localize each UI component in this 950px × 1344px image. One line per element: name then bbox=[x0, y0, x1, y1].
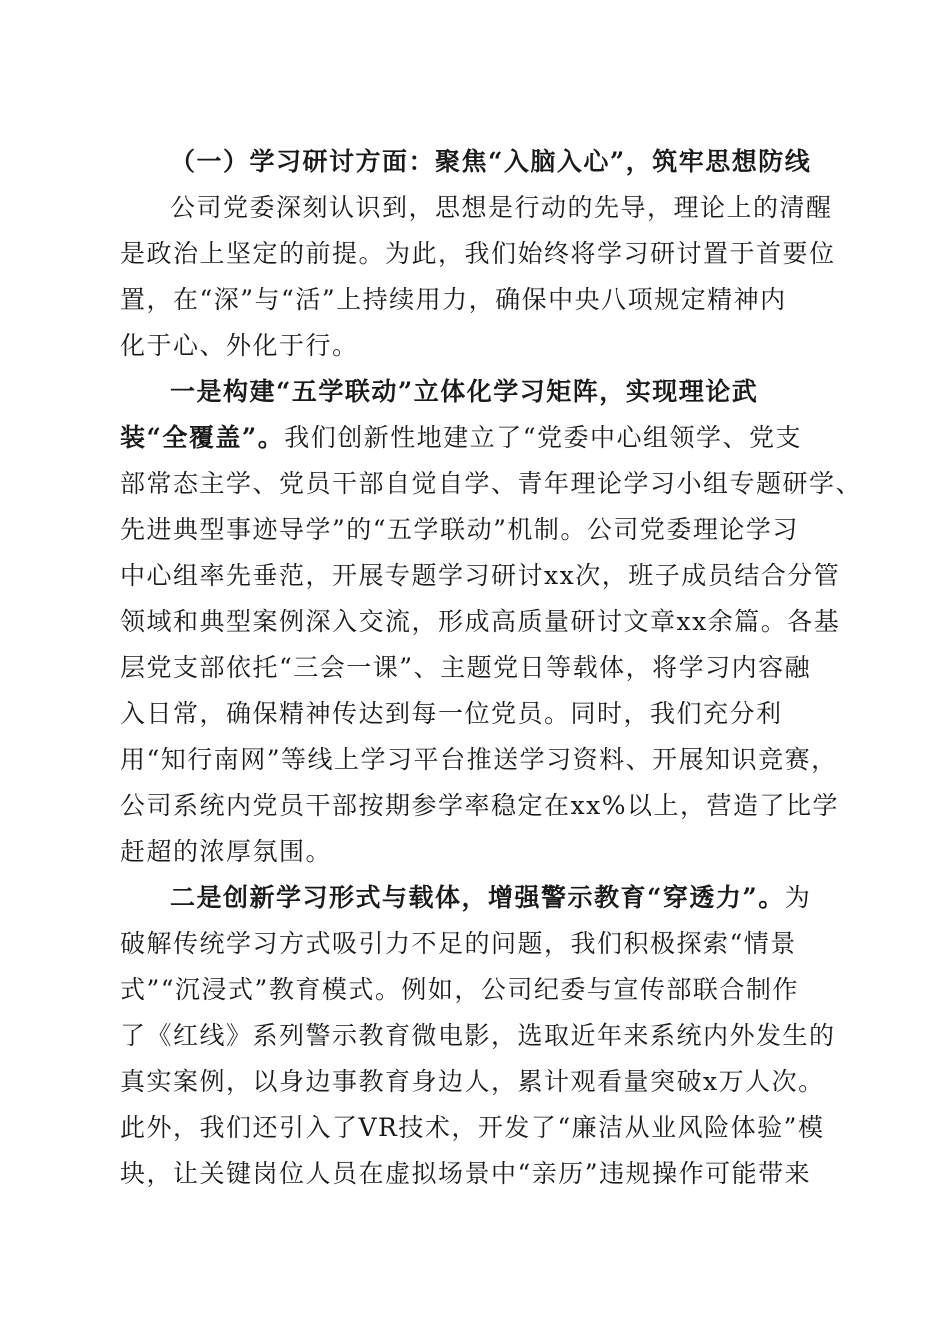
paragraph-line: 置，在“深”与“活”上持续用力，确保中央八项规定精神内 bbox=[120, 285, 787, 314]
paragraph-line bbox=[120, 423, 840, 453]
paragraph-line: 化于心、外化于行。 bbox=[120, 331, 359, 360]
point-two-heading: 二是创新学习形式与载体，增强警示教育“穿透力”。 bbox=[170, 883, 785, 912]
point-one-heading: 一是构建“五学联动”立体化学习矩阵，实现理论武 bbox=[170, 377, 759, 406]
paragraph-line: 真实案例，以身边事教育身边人，累计观看量突破x万人次。 bbox=[120, 1067, 825, 1096]
section-heading: （一）学习研讨方面：聚焦“入脑入心”，筑牢思想防线 bbox=[170, 147, 812, 176]
paragraph-line bbox=[170, 883, 840, 913]
paragraph-line: 是政治上坚定的前提。为此，我们始终将学习研讨置于首要位 bbox=[120, 239, 836, 268]
paragraph-line: 破解传统学习方式吸引力不足的问题，我们积极探索“情景 bbox=[120, 929, 797, 958]
paragraph-text: 为 bbox=[784, 883, 812, 912]
paragraph-line: 用“知行南网”等线上学习平台推送学习资料、开展知识竞赛， bbox=[120, 745, 838, 774]
paragraph-line: 此外，我们还引入了VR技术，开发了“廉洁从业风险体验”模 bbox=[120, 1113, 825, 1142]
paragraph-line: 赶超的浓厚氛围。 bbox=[120, 837, 333, 866]
paragraph-line: 层党支部依托“三会一课”、主题党日等载体，将学习内容融 bbox=[120, 653, 812, 682]
paragraph-line: 部常态主学、党员干部自觉自学、青年理论学习小组专题研学、 bbox=[120, 469, 863, 498]
paragraph-text: 我们创新性地建立了“党委中心组领学、党支 bbox=[284, 423, 803, 452]
paragraph-line: 了《红线》系列警示教育微电影，选取近年来系统内外发生的 bbox=[120, 1021, 836, 1050]
paragraph-line: 领域和典型案例深入交流，形成高质量研讨文章xx余篇。各基 bbox=[120, 607, 841, 636]
paragraph-line: 式”“沉浸式”教育模式。例如，公司纪委与宣传部联合制作 bbox=[120, 975, 799, 1004]
paragraph-line: 块，让关键岗位人员在虚拟场景中“亲历”违规操作可能带来 bbox=[120, 1159, 812, 1188]
paragraph-line: 公司党委深刻认识到，思想是行动的先导，理论上的清醒 bbox=[170, 193, 833, 222]
point-one-heading-end: 装“全覆盖”。 bbox=[120, 423, 285, 452]
paragraph-line: 中心组率先垂范，开展专题学习研讨xx次，班子成员结合分管 bbox=[120, 561, 841, 590]
paragraph-line: 入日常，确保精神传达到每一位党员。同时，我们充分利 bbox=[120, 699, 783, 728]
paragraph-line: 公司系统内党员干部按期参学率稳定在xx%以上，营造了比学 bbox=[120, 791, 839, 820]
paragraph-line: 先进典型事迹导学”的“五学联动”机制。公司党委理论学习 bbox=[120, 515, 799, 544]
